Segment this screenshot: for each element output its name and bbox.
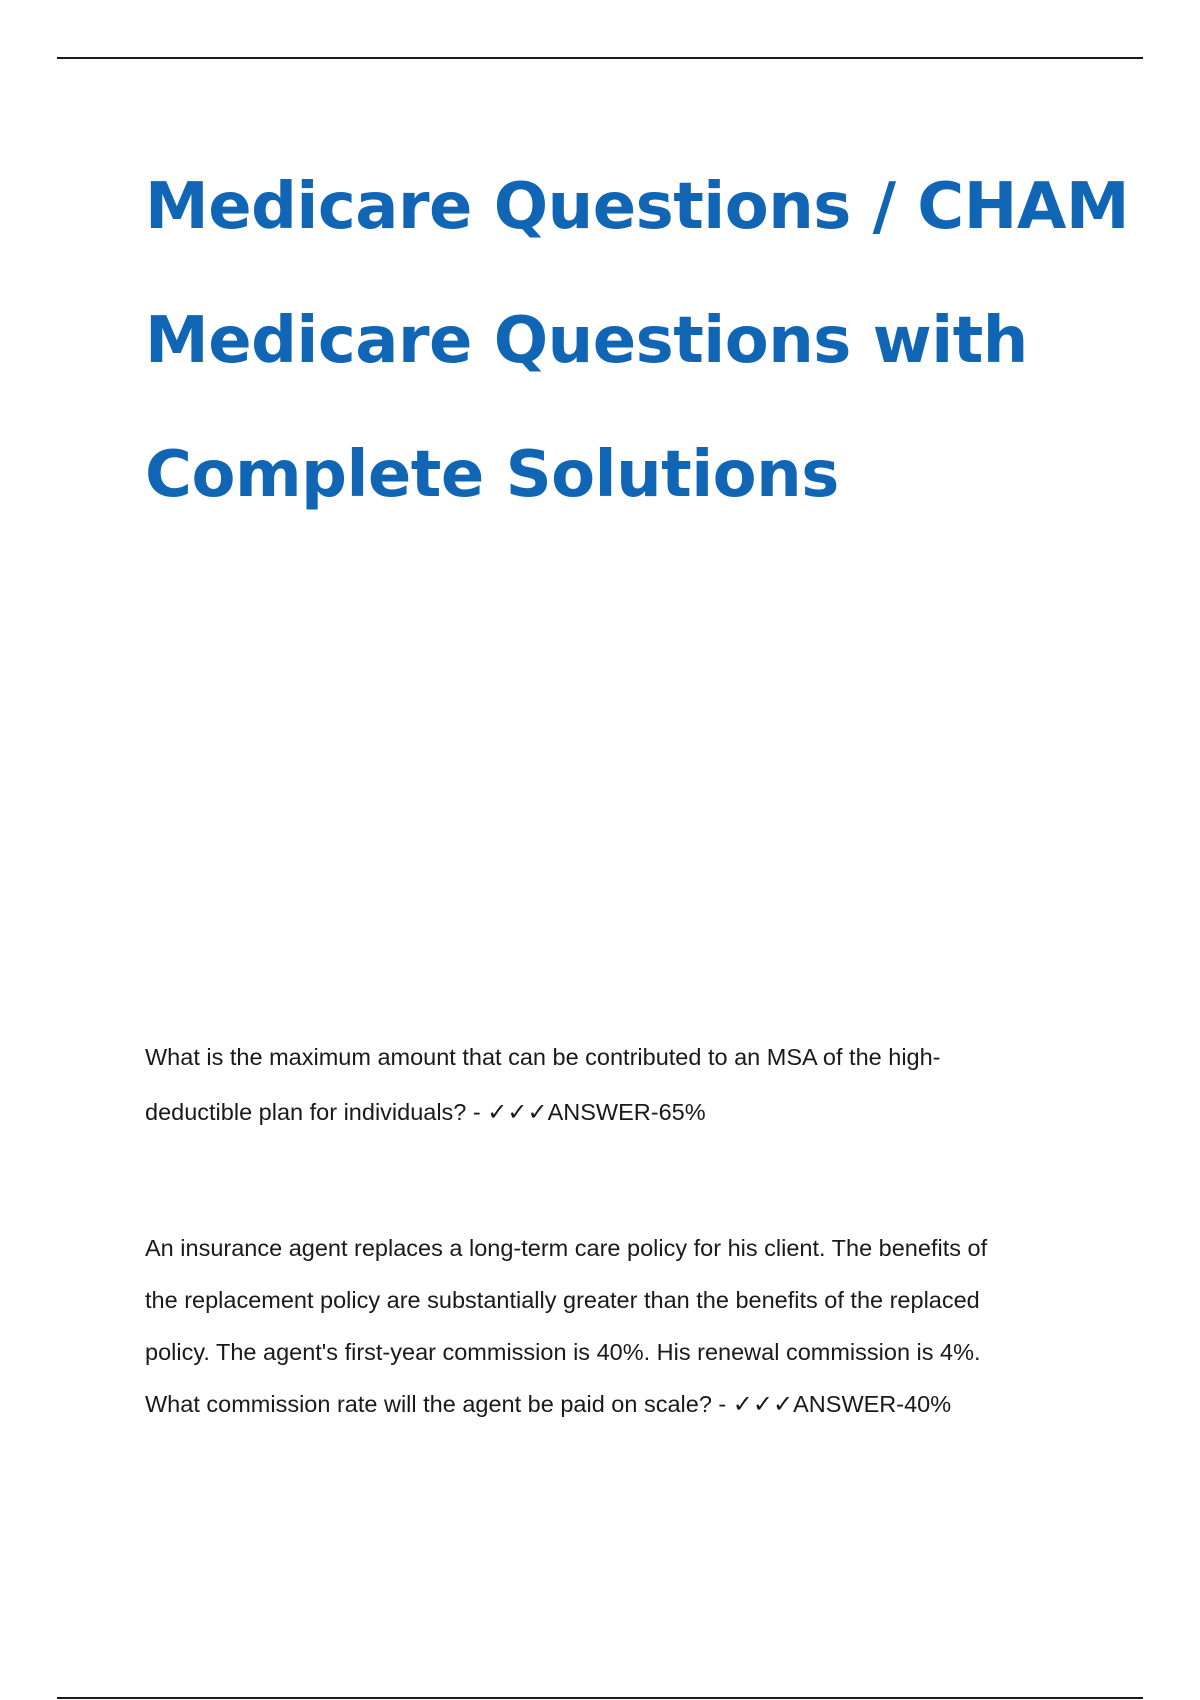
question-line: An insurance agent replaces a long-term care policy for his client. The benefits of xyxy=(145,1235,988,1261)
answer-text: ANSWER-65% xyxy=(547,1099,706,1125)
question-answer-1 xyxy=(145,1030,1085,1140)
check-marks-icon: ✓✓✓ xyxy=(487,1098,548,1126)
title-line: Medicare Questions / CHAM xyxy=(145,170,1130,244)
top-rule xyxy=(57,57,1143,59)
question-line-with-answer xyxy=(145,1085,1085,1140)
title-line: Medicare Questions with xyxy=(145,304,1028,378)
answer-text: ANSWER-40% xyxy=(793,1391,952,1417)
question-text: deductible plan for individuals? - xyxy=(145,1099,488,1125)
question-line: What is the maximum amount that can be contributed to an MSA of the high- xyxy=(145,1044,941,1070)
title-line: Complete Solutions xyxy=(145,438,839,512)
page-title xyxy=(145,140,1130,542)
bottom-rule xyxy=(57,1697,1143,1699)
question-answer-2 xyxy=(145,1222,1085,1430)
check-marks-icon: ✓✓✓ xyxy=(732,1390,794,1418)
question-text: What commission rate will the agent be paid on scale? - xyxy=(145,1391,733,1417)
question-line: policy. The agent's first-year commission is 40%. His renewal commission is 4%. xyxy=(145,1339,981,1365)
question-line: the replacement policy are substantially greater than the benefits of the replaced xyxy=(145,1287,980,1313)
question-line-with-answer xyxy=(145,1378,1085,1430)
